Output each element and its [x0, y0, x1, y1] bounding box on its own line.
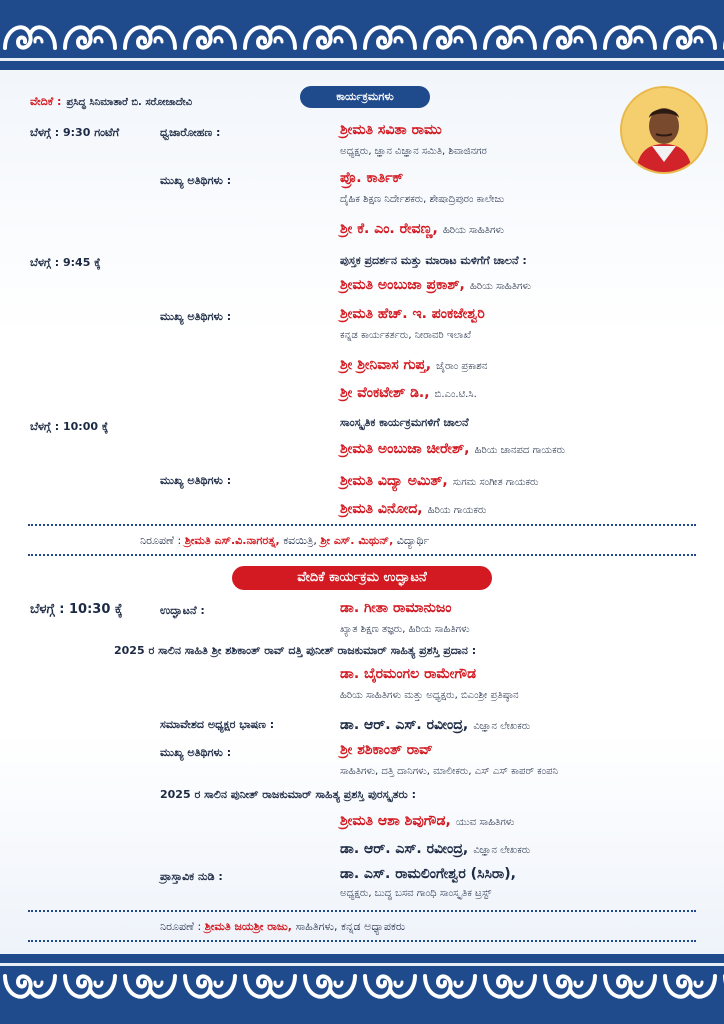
- s1-guest1-name: ಪ್ರೊ. ಕಾರ್ತಿಕ್: [340, 170, 404, 186]
- s2-guests-label: ಮುಖ್ಯ ಅತಿಥಿಗಳು :: [160, 310, 232, 323]
- s4-aw2-desc: ವಿಜ್ಞಾನ ಲೇಖಕರು: [473, 845, 531, 856]
- s4-inaug-desc: ಖ್ಯಾತ ಶಿಕ್ಷಣ ತಜ್ಞರು, ಹಿರಿಯ ಸಾಹಿತಿಗಳು: [340, 624, 470, 635]
- portrait-icon: [622, 88, 706, 172]
- programs-title-pill: ಕಾರ್ಯಕ್ರಮಗಳು: [300, 86, 430, 108]
- s4-aw2-name: ಡಾ. ಆರ್. ಎಸ್. ರವೀಂದ್ರ,: [340, 841, 469, 857]
- s1-flag-name: ಶ್ರೀಮತಿ ಸವಿತಾ ರಾಮು: [340, 122, 442, 138]
- s3-inaug-desc: ಹಿರಿಯ ಜಾನಪದ ಗಾಯಕರು: [474, 445, 566, 456]
- s4-intro-name: ಡಾ. ಎಸ್. ರಾಮಲಿಂಗೇಶ್ವರ (ಸಿಸಿರಾ),: [340, 866, 516, 882]
- s4-award1-title: 2025 ರ ಸಾಲಿನ ಸಾಹಿತಿ ಶ್ರೀ ಶಶಿಕಾಂತ್ ರಾವ್ ದತ್ತಿ ಪುನೀತ್ ರಾಜಕುಮಾರ್ ಸಾಹಿತ್ಯ ಪ್ರಶಸ್ತಿ ಪ್ರದಾನ :: [114, 644, 477, 657]
- s2-guest3-name: ಶ್ರೀ ವೆಂಕಟೇಶ್ ಡಿ.,: [340, 385, 430, 401]
- venue-line: [30, 90, 192, 109]
- s4-award2-title: 2025 ರ ಸಾಲಿನ ಪುನೀತ್ ರಾಜಕುಮಾರ್ ಸಾಹಿತ್ಯ ಪ್ರಶಸ್ತಿ ಪುರಸ್ಕೃತರು :: [160, 788, 417, 801]
- s3-time: ಬೆಳಗ್ಗೆ : 10:00 ಕ್ಕೆ: [30, 420, 109, 433]
- s4-intro-desc: ಅಧ್ಯಕ್ಷರು, ಬುದ್ಧ ಬಸವ ಗಾಂಧಿ ಸಾಂಸ್ಕೃತಿಕ ಟ್ರಸ್ಟ್: [340, 888, 492, 899]
- s4-award1-name: ಡಾ. ಬೈರಮಂಗಲ ರಾಮೇಗೌಡ: [340, 666, 477, 682]
- chief-guest-photo: [620, 86, 708, 174]
- s4-pres-desc: ವಿಜ್ಞಾನ ಲೇಖಕರು: [473, 721, 531, 732]
- s4-president: [340, 714, 530, 733]
- s3-guest1-desc: ಸುಗಮ ಸಂಗೀತ ಗಾಯಕರು: [452, 477, 539, 488]
- s3-guest2-desc: ಹಿರಿಯ ಗಾಯಕರು: [427, 505, 487, 516]
- s1-guest2-desc: ಹಿರಿಯ ಸಾಹಿತಿಗಳು: [442, 225, 505, 236]
- s4-intro-label: ಪ್ರಾಸ್ತಾವಿಕ ನುಡಿ :: [160, 870, 223, 883]
- s4-pres-label: ಸಮಾವೇಶದ ಅಧ್ಯಕ್ಷರ ಭಾಷಣ :: [160, 718, 275, 731]
- s1-flag-label: ಧ್ವಜಾರೋಹಣ :: [160, 126, 221, 139]
- s2-time: ಬೆಳಗ್ಗೆ : 9:45 ಕ್ಕೆ: [30, 256, 101, 269]
- s2-guest3: [340, 382, 477, 401]
- s2-inaug-desc: ಹಿರಿಯ ಸಾಹಿತಿಗಳು: [469, 281, 532, 292]
- s1-guest2-name: ಶ್ರೀ ಕೆ. ಎಂ. ರೇವಣ್ಣ,: [340, 221, 438, 237]
- s3-guest1: [340, 470, 539, 489]
- s3-inaug-name: ಶ್ರೀಮತಿ ಅಂಬುಜಾ ಚೀರೇಶ್,: [340, 441, 470, 457]
- dotted-divider: [28, 910, 696, 912]
- s3-guests-label: ಮುಖ್ಯ ಅತಿಥಿಗಳು :: [160, 474, 232, 487]
- anchor1-name1: ಶ್ರೀಮತಿ ಎಸ್.ವಿ.ನಾಗರತ್ನ,: [184, 534, 280, 547]
- venue-label: ವೇದಿಕೆ :: [30, 95, 62, 108]
- s4-aw1-name: ಶ್ರೀಮತಿ ಆಶಾ ಶಿವುಗೌಡ,: [340, 813, 451, 829]
- s4-inaug-name: ಡಾ. ಗೀತಾ ರಾಮಾನುಜಂ: [340, 600, 452, 616]
- s4-award1-desc: ಹಿರಿಯ ಸಾಹಿತಿಗಳು ಮತ್ತು ಅಧ್ಯಕ್ಷರು, ಬಿಎಂಶ್ರೀ ಪ್ರತಿಷ್ಠಾನ: [340, 690, 519, 701]
- s2-guest2-desc: ಜೈರಾಂ ಪ್ರಕಾಶನ: [436, 361, 488, 372]
- s2-inaugurator: [340, 274, 531, 293]
- s1-guests-label: ಮುಖ್ಯ ಅತಿಥಿಗಳು :: [160, 174, 232, 187]
- s4-guest-desc: ಸಾಹಿತಿಗಳು, ದತ್ತಿ ದಾನಿಗಳು, ಮಾಲೀಕರು, ಎಸ್ ಎಸ್ ಕಾಪರ್ ಕಂಪನಿ: [340, 766, 559, 777]
- s4-guest-label: ಮುಖ್ಯ ಅತಿಥಿಗಳು :: [160, 746, 232, 759]
- anchor1-line: [140, 534, 429, 548]
- anchor1-label: ನಿರೂಪಣೆ :: [140, 534, 182, 547]
- anchor2-desc: ಸಾಹಿತಿಗಳು, ಕನ್ನಡ ಅಧ್ಯಾಪಕರು: [295, 920, 406, 933]
- s2-title: ಪುಸ್ತಕ ಪ್ರದರ್ಶನ ಮತ್ತು ಮಾರಾಟ ಮಳಿಗೆಗೆ ಚಾಲನೆ :: [340, 254, 527, 267]
- anchor2-name: ಶ್ರೀಮತಿ ಜಯಶ್ರೀ ರಾಜು,: [204, 920, 292, 933]
- s4-guest-name: ಶ್ರೀ ಶಶಿಕಾಂತ್ ರಾವ್: [340, 742, 433, 758]
- dotted-divider: [28, 524, 696, 526]
- s2-guest2-name: ಶ್ರೀ ಶ್ರೀನಿವಾಸ ಗುಪ್ತ,: [340, 357, 432, 373]
- top-scroll-pattern: [0, 0, 724, 70]
- anchor1-name2: ಶ್ರೀ ಎಸ್. ಮಿಥುನ್,: [320, 534, 394, 547]
- anchor1-desc2: ವಿದ್ಯಾರ್ಥಿ: [396, 534, 430, 547]
- s4-time: ಬೆಳಗ್ಗೆ : 10:30 ಕ್ಕೆ: [30, 602, 123, 617]
- top-ornament-band: [0, 0, 724, 70]
- s3-guest2: [340, 498, 486, 517]
- s2-guest3-desc: ಬಿ.ಎಂ.ಟಿ.ಸಿ.: [434, 389, 477, 400]
- dotted-divider: [28, 554, 696, 556]
- s1-flag-desc: ಅಧ್ಯಕ್ಷರು, ಜ್ಞಾನ ವಿಜ್ಞಾನ ಸಮಿತಿ, ಶಿವಾಜಿನಗರ: [340, 146, 487, 157]
- stage-inauguration-banner: ವೇದಿಕೆ ಕಾರ್ಯಕ್ರಮ ಉದ್ಘಾಟನೆ: [232, 566, 492, 590]
- s4-awardee2: [340, 838, 530, 857]
- venue-name: ಪ್ರಸಿದ್ಧ ಸಿನಿಮಾತಾರೆ ಬಿ. ಸರೋಜಾದೇವಿ: [66, 97, 193, 108]
- anchor2-line: [160, 920, 405, 934]
- bottom-ornament-band: [0, 954, 724, 1024]
- s3-guest2-name: ಶ್ರೀಮತಿ ವಿನೋದ,: [340, 501, 423, 517]
- s2-inaug-name: ಶ್ರೀಮತಿ ಅಂಬುಜಾ ಪ್ರಕಾಶ್,: [340, 277, 465, 293]
- s4-pres-name: ಡಾ. ಆರ್. ಎಸ್. ರವೀಂದ್ರ,: [340, 717, 469, 733]
- s2-guest1-name: ಶ್ರೀಮತಿ ಹೆಚ್. ಇ. ಪಂಕಜೇಶ್ವರಿ: [340, 306, 485, 322]
- s3-title: ಸಾಂಸ್ಕೃತಿಕ ಕಾರ್ಯಕ್ರಮಗಳಿಗೆ ಚಾಲನೆ: [340, 416, 469, 429]
- anchor1-desc1: ಕವಯಿತ್ರಿ,: [283, 534, 317, 547]
- s1-time: ಬೆಳಗ್ಗೆ : 9:30 ಗಂಟೆಗೆ: [30, 126, 120, 139]
- s4-inaug-label: ಉದ್ಘಾಟನೆ :: [160, 604, 205, 617]
- bottom-scroll-pattern: [0, 954, 724, 1024]
- dotted-divider: [28, 940, 696, 942]
- s3-guest1-name: ಶ್ರೀಮತಿ ವಿದ್ಯಾ ಅಮಿತ್,: [340, 473, 448, 489]
- s2-guest2: [340, 354, 487, 373]
- s1-guest1-desc: ದೈಹಿಕ ಶಿಕ್ಷಣ ನಿರ್ದೇಶಕರು, ಶೇಷಾದ್ರಿಪುರಂ ಕಾಲೇಜು: [340, 194, 505, 205]
- s2-guest1-desc: ಕನ್ನಡ ಕಾರ್ಯಕರ್ತರು, ನೀರಾವರಿ ಇಲಾಖೆ: [340, 330, 472, 341]
- s3-inaugurator: [340, 438, 565, 457]
- s1-guest2: [340, 218, 504, 237]
- s4-aw1-desc: ಯುವ ಸಾಹಿತಿಗಳು: [455, 817, 515, 828]
- anchor2-label: ನಿರೂಪಣೆ :: [160, 920, 202, 933]
- s4-awardee1: [340, 810, 514, 829]
